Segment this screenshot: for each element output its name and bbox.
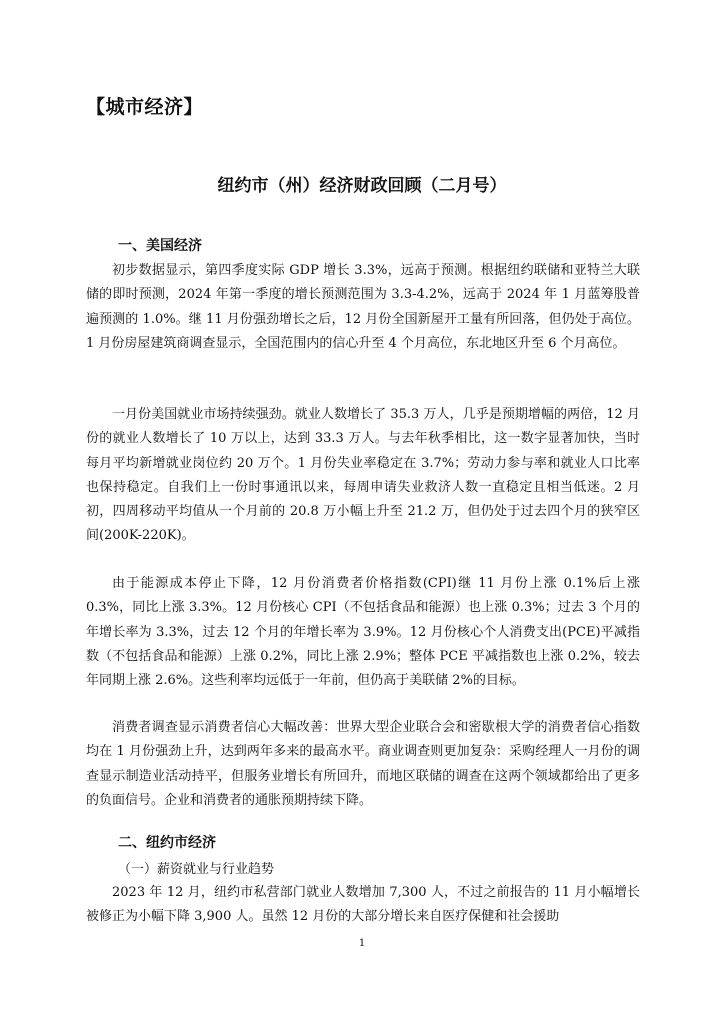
section-heading-nyc-economy: 二、纽约市经济 [118,835,216,851]
paragraph: 一月份美国就业市场持续强劲。就业人数增长了 35.3 万人，几乎是预期增幅的两倍，12 月份的就业人数增长了 10 万以上，达到 33.3 万人。与去年秋季相比，这一数字显著加快，当时每月平均新增就业岗位约 20 万个。1 月份失业率稳定在 3.7%；劳动力参与率和就业人口比率也保持稳定。自我们上一份时事通讯以来，每周申请失业救济人数一直稳定且相当低迷。2 月初，四周移动平均值从一个月前的 20.8 万小幅上升至 21.2 万，但仍处于过去四个月的狭窄区间(200K-220K)。 [86,407,640,544]
section-heading-us-economy: 一、美国经济 [118,238,202,254]
paragraph: 初步数据显示，第四季度实际 GDP 增长 3.3%，远高于预测。根据纽约联储和亚特兰大联储的即时预测，2024 年第一季度的增长预测范围为 3.3-4.2%，远高于 2024 年 1 月蓝筹股普遍预测的 1.0%。继 11 月份强劲增长之后，12 月份全国新屋开工量有所回落，但仍处于高位。1 月份房屋建筑商调查显示，全国范围内的信心升至 4 个月高位，东北地区升至 6 个月高位。 [86,263,640,351]
document-title: 纽约市（州）经济财政回顾（二月号） [217,176,507,196]
paragraph: 2023 年 12 月，纽约市私营部门就业人数增加 7,300 人，不过之前报告的 11 月小幅增长被修正为小幅下降 3,900 人。虽然 12 月份的大部分增长来自医疗保健和社会援助 [86,885,640,925]
section-tag: 【城市经济】 [86,96,204,118]
paragraph: 由于能源成本停止下降，12 月份消费者价格指数(CPI)继 11 月份上涨 0.1%后上涨 0.3%，同比上涨 3.3%。12 月份核心 CPI（不包括食品和能源）也上涨 0.3%；过去 3 个月的年增长率为 3.3%，过去 12 个月的年增长率为 3.9%。12 月份核心个人消费支出(PCE)平减指数（不包括食品和能源）上涨 0.2%，同比上涨 2.9%；整体 PCE 平减指数也上涨 0.2%，较去年同期上涨 2.6%。这些利率均远低于一年前，但仍高于美联储 2%的目标。 [86,576,640,689]
subsection-heading: （一）薪资就业与行业趋势 [118,862,275,877]
page-number: 1 [358,938,366,949]
paragraph: 消费者调查显示消费者信心大幅改善：世界大型企业联合会和密歇根大学的消费者信心指数均在 1 月份强劲上升，达到两年多来的最高水平。商业调查则更加复杂：采购经理人一月份的调查显示制造业活动持平，但服务业增长有所回升，而地区联储的调查在这两个领域都给出了更多的负面信号。企业和消费者的通胀预期持续下降。 [86,720,640,808]
